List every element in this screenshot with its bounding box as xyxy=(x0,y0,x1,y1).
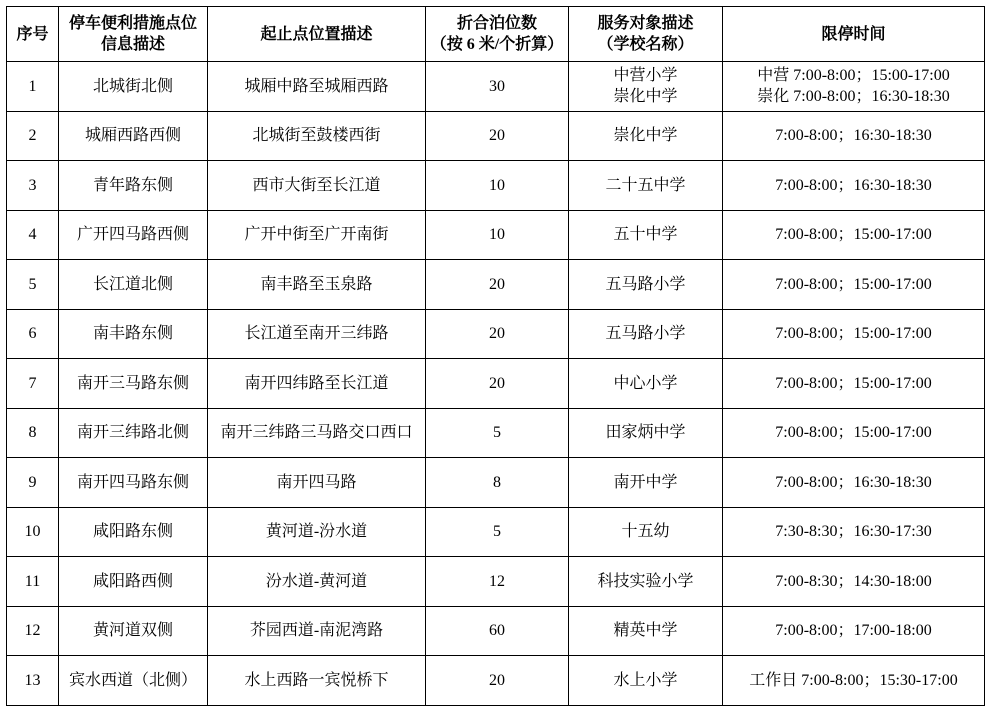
cell-line: 7:00-8:00；15:00-17:00 xyxy=(775,374,932,392)
cell-school xyxy=(569,210,723,260)
cell-time xyxy=(723,210,985,260)
cell-school xyxy=(569,557,723,607)
header-range xyxy=(208,7,426,62)
cell-time xyxy=(723,260,985,310)
cell-seq: 13 xyxy=(7,656,59,706)
cell-line: 7:30-8:30；16:30-17:30 xyxy=(775,523,932,541)
cell-time xyxy=(723,507,985,557)
cell-range: 汾水道-黄河道 xyxy=(208,557,426,607)
cell-school xyxy=(569,408,723,458)
cell-range: 南开三纬路三马路交口西口 xyxy=(208,408,426,458)
cell-location: 长江道北侧 xyxy=(59,260,208,310)
header-location xyxy=(59,7,208,62)
cell-location: 南开三马路东侧 xyxy=(59,359,208,409)
cell-range: 南开四纬路至长江道 xyxy=(208,359,426,409)
cell-line: 中营小学 xyxy=(613,67,678,85)
cell-seq: 4 xyxy=(7,210,59,260)
cell-spaces: 8 xyxy=(426,458,569,508)
cell-line: 7:00-8:00；16:30-18:30 xyxy=(775,473,932,491)
cell-location: 黄河道双侧 xyxy=(59,606,208,656)
cell-school xyxy=(569,260,723,310)
cell-time xyxy=(723,111,985,161)
table-row xyxy=(7,210,985,260)
cell-seq: 3 xyxy=(7,161,59,211)
table-header-row xyxy=(7,7,985,62)
cell-location: 南丰路东侧 xyxy=(59,309,208,359)
cell-location: 城厢西路西侧 xyxy=(59,111,208,161)
header-line: 序号 xyxy=(16,25,49,43)
cell-seq: 7 xyxy=(7,359,59,409)
cell-school xyxy=(569,161,723,211)
cell-line: 崇化 7:00-8:00；16:30-18:30 xyxy=(757,88,950,106)
table-row xyxy=(7,408,985,458)
cell-line: 田家炳中学 xyxy=(605,424,686,442)
cell-line: 7:00-8:00；16:30-18:30 xyxy=(775,176,932,194)
cell-time xyxy=(723,161,985,211)
cell-seq: 6 xyxy=(7,309,59,359)
header-line: 停车便利措施点位 xyxy=(68,15,197,32)
cell-line: 7:00-8:00；17:00-18:00 xyxy=(775,622,932,640)
cell-spaces: 10 xyxy=(426,210,569,260)
cell-line: 崇化中学 xyxy=(613,88,678,106)
cell-line: 二十五中学 xyxy=(605,176,686,194)
cell-spaces: 20 xyxy=(426,111,569,161)
cell-range: 南开四马路 xyxy=(208,458,426,508)
cell-seq: 12 xyxy=(7,606,59,656)
cell-range: 芥园西道-南泥湾路 xyxy=(208,606,426,656)
table-row xyxy=(7,359,985,409)
cell-location: 宾水西道（北侧） xyxy=(59,656,208,706)
cell-school xyxy=(569,359,723,409)
cell-seq: 2 xyxy=(7,111,59,161)
cell-range: 西市大街至长江道 xyxy=(208,161,426,211)
cell-range: 水上西路一宾悦桥下 xyxy=(208,656,426,706)
cell-line: 中心小学 xyxy=(613,374,678,392)
cell-line: 水上小学 xyxy=(613,671,678,689)
cell-school xyxy=(569,62,723,112)
cell-spaces: 30 xyxy=(426,62,569,112)
cell-line: 7:00-8:30；14:30-18:00 xyxy=(775,572,932,590)
cell-line: 精英中学 xyxy=(613,622,678,640)
cell-range: 城厢中路至城厢西路 xyxy=(208,62,426,112)
parking-restriction-table xyxy=(6,6,985,706)
table-row xyxy=(7,557,985,607)
cell-seq: 10 xyxy=(7,507,59,557)
cell-location: 南开四马路东侧 xyxy=(59,458,208,508)
cell-school xyxy=(569,606,723,656)
table-row xyxy=(7,161,985,211)
cell-line: 7:00-8:00；15:00-17:00 xyxy=(775,226,932,244)
cell-line: 十五幼 xyxy=(621,523,670,541)
cell-seq: 9 xyxy=(7,458,59,508)
header-line: （按 6 米/个折算） xyxy=(430,36,564,53)
cell-line: 7:00-8:00；15:00-17:00 xyxy=(775,424,932,442)
cell-spaces: 60 xyxy=(426,606,569,656)
cell-school xyxy=(569,507,723,557)
table-wrapper xyxy=(6,6,984,706)
table-row xyxy=(7,111,985,161)
cell-range: 南丰路至玉泉路 xyxy=(208,260,426,310)
cell-time xyxy=(723,309,985,359)
header-line: 信息描述 xyxy=(100,36,165,53)
table-row xyxy=(7,656,985,706)
cell-time xyxy=(723,62,985,112)
cell-location: 广开四马路西侧 xyxy=(59,210,208,260)
cell-line: 7:00-8:00；15:00-17:00 xyxy=(775,275,932,293)
table-row xyxy=(7,606,985,656)
cell-range: 长江道至南开三纬路 xyxy=(208,309,426,359)
cell-spaces: 12 xyxy=(426,557,569,607)
cell-line: 中营 7:00-8:00；15:00-17:00 xyxy=(757,67,950,85)
cell-location: 青年路东侧 xyxy=(59,161,208,211)
header-school xyxy=(569,7,723,62)
cell-school xyxy=(569,111,723,161)
cell-location: 南开三纬路北侧 xyxy=(59,408,208,458)
cell-time xyxy=(723,359,985,409)
table-row xyxy=(7,458,985,508)
cell-school xyxy=(569,458,723,508)
cell-seq: 11 xyxy=(7,557,59,607)
cell-range: 北城街至鼓楼西街 xyxy=(208,111,426,161)
cell-line: 五十中学 xyxy=(613,226,678,244)
header-line: 限停时间 xyxy=(821,25,886,43)
cell-school xyxy=(569,309,723,359)
cell-spaces: 5 xyxy=(426,408,569,458)
header-spaces xyxy=(426,7,569,62)
cell-school xyxy=(569,656,723,706)
cell-line: 南开中学 xyxy=(613,473,678,491)
cell-range: 黄河道-汾水道 xyxy=(208,507,426,557)
cell-spaces: 5 xyxy=(426,507,569,557)
cell-time xyxy=(723,557,985,607)
cell-spaces: 20 xyxy=(426,656,569,706)
cell-location: 咸阳路西侧 xyxy=(59,557,208,607)
cell-line: 崇化中学 xyxy=(613,127,678,145)
table-row xyxy=(7,62,985,112)
cell-line: 7:00-8:00；16:30-18:30 xyxy=(775,127,932,145)
table-row xyxy=(7,507,985,557)
table-row xyxy=(7,260,985,310)
header-line: 服务对象描述 xyxy=(597,15,694,32)
cell-spaces: 10 xyxy=(426,161,569,211)
header-line: 起止点位置描述 xyxy=(260,25,373,43)
cell-seq: 1 xyxy=(7,62,59,112)
header-line: 折合泊位数 xyxy=(456,15,537,32)
cell-time xyxy=(723,606,985,656)
cell-time xyxy=(723,656,985,706)
cell-line: 科技实验小学 xyxy=(597,572,694,590)
cell-line: 7:00-8:00；15:00-17:00 xyxy=(775,325,932,343)
header-seq xyxy=(7,7,59,62)
header-time xyxy=(723,7,985,62)
cell-time xyxy=(723,458,985,508)
cell-location: 咸阳路东侧 xyxy=(59,507,208,557)
cell-spaces: 20 xyxy=(426,359,569,409)
cell-time xyxy=(723,408,985,458)
cell-seq: 5 xyxy=(7,260,59,310)
cell-seq: 8 xyxy=(7,408,59,458)
header-line: （学校名称） xyxy=(597,36,694,53)
cell-spaces: 20 xyxy=(426,309,569,359)
cell-line: 五马路小学 xyxy=(605,275,686,293)
cell-line: 五马路小学 xyxy=(605,325,686,343)
cell-spaces: 20 xyxy=(426,260,569,310)
cell-location: 北城街北侧 xyxy=(59,62,208,112)
cell-line: 工作日 7:00-8:00；15:30-17:00 xyxy=(749,671,958,689)
table-row xyxy=(7,309,985,359)
cell-range: 广开中街至广开南街 xyxy=(208,210,426,260)
